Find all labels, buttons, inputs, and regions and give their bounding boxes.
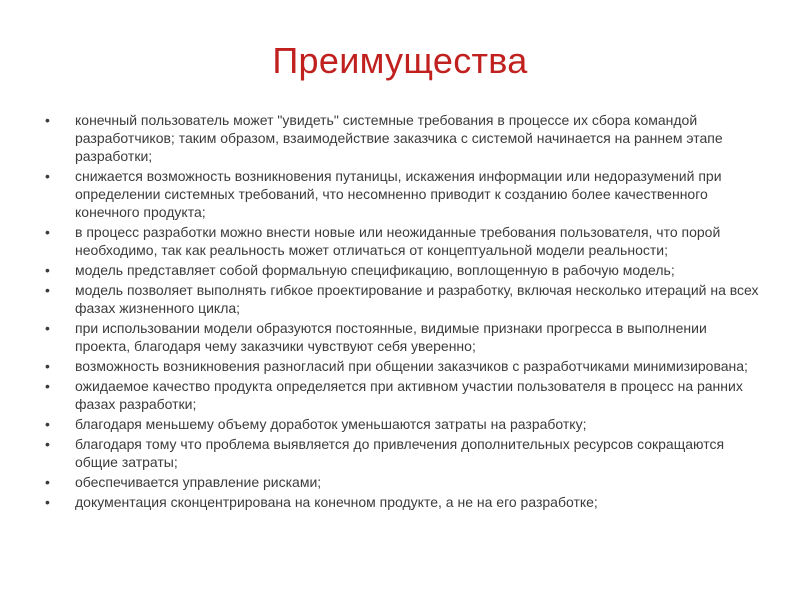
bullet-item: • ожидаемое качество продукта определяется при активном участии пользователя в процесс на ранних фазах разработки; [41,377,759,413]
bullet-item: • модель представляет собой формальную спецификацию, воплощенную в рабочую модель; [41,261,759,279]
bullet-item: • благодаря тому что проблема выявляется до привлечения дополнительных ресурсов сокращаются общие затраты; [41,435,759,471]
bullet-item: • благодаря меньшему объему доработок уменьшаются затраты на разработку; [41,415,759,433]
bullet-item: • модель позволяет выполнять гибкое проектирование и разработку, включая несколько итераций на всех фазах жизненного цикла; [41,281,759,317]
bullet-list [41,111,759,513]
bullet-item: • возможность возникновения разногласий при общении заказчиков с разработчиками минимизирована; [41,357,759,375]
bullet-item: • документация сконцентрирована на конечном продукте, а не на его разработке; [41,493,759,511]
bullet-item: • конечный пользователь может "увидеть" системные требования в процессе их сбора командой разработчиков; таким образом, взаимодействие заказчика с системой начинается на раннем этапе разработки; [41,111,759,165]
bullet-item: • снижается возможность возникновения путаницы, искажения информации или недоразумений при определении системных требований, что несомненно приводит к созданию более качественного конечного продукта; [41,167,759,221]
slide-title: Преимущества [272,40,528,81]
bullet-item: • обеспечивается управление рисками; [41,473,759,491]
bullet-item: • при использовании модели образуются постоянные, видимые признаки прогресса в выполнении проекта, благодаря чему заказчики чувствуют себя уверенно; [41,319,759,355]
bullet-item: • в процесс разработки можно внести новые или неожиданные требования пользователя, что порой необходимо, так как реальность может отличаться от концептуальной модели реальности; [41,223,759,259]
